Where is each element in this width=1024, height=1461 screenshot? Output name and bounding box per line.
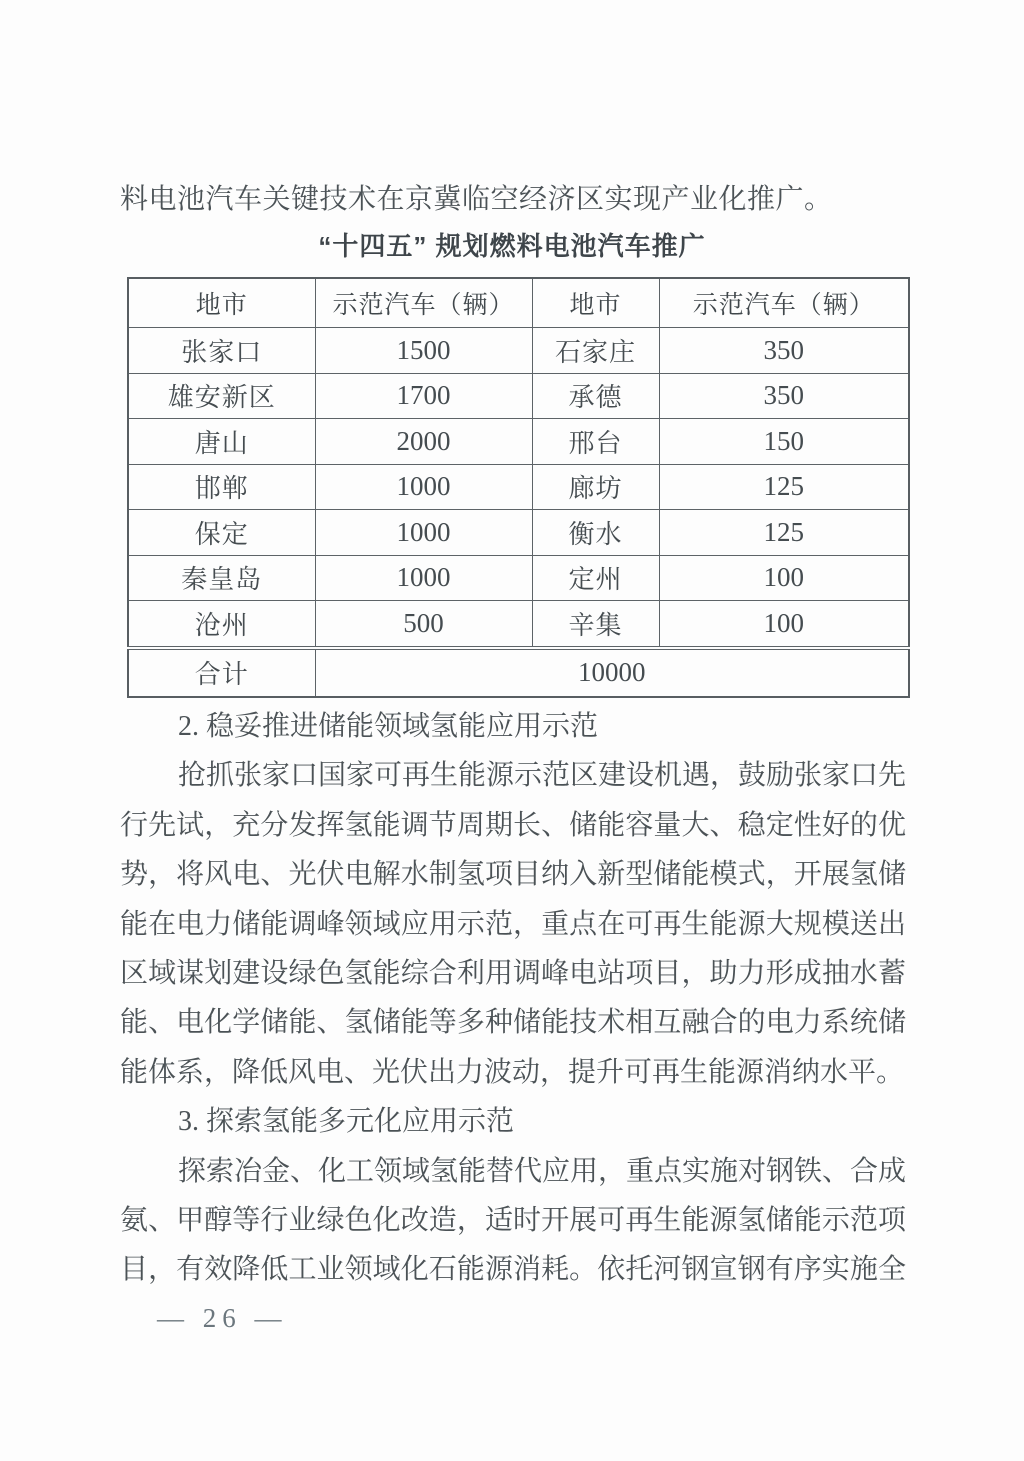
city-cell: 秦皇岛 <box>128 555 315 601</box>
table-row <box>128 464 909 510</box>
value-cell: 150 <box>659 419 909 465</box>
section-heading-2: 2. 稳妥推进储能领域氢能应用示范 <box>178 711 599 742</box>
value-cell: 100 <box>659 555 909 601</box>
col-header-vehicles-left: 示范汽车（辆） <box>315 278 532 328</box>
table-row <box>128 601 909 648</box>
paragraph-line: 势，将风电、光伏电解水制氢项目纳入新型储能模式，开展氢储 <box>120 859 906 891</box>
city-cell: 沧州 <box>128 601 315 648</box>
body-text-block <box>120 702 906 1295</box>
city-cell: 承德 <box>532 373 659 419</box>
paragraph-continuation-line: 料电池汽车关键技术在京冀临空经济区实现产业化推广。 <box>120 184 833 215</box>
value-cell: 350 <box>659 328 909 374</box>
table-header-row <box>128 278 909 328</box>
city-cell: 衡水 <box>532 510 659 556</box>
city-cell: 张家口 <box>128 328 315 374</box>
paragraph-line: 目，有效降低工业领域化石能源消耗。依托河钢宣钢有序实施全 <box>120 1254 906 1286</box>
paragraph-line: 抢抓张家口国家可再生能源示范区建设机遇，鼓励张家口先 <box>178 760 907 792</box>
total-value-cell: 10000 <box>315 648 909 697</box>
value-cell: 1700 <box>315 373 532 419</box>
paragraph-line: 探索冶金、化工领域氢能替代应用，重点实施对钢铁、合成 <box>178 1155 907 1187</box>
value-cell: 1000 <box>315 464 532 510</box>
city-cell: 邯郸 <box>128 464 315 510</box>
table-title: “十四五” 规划燃料电池汽车推广 <box>318 231 706 261</box>
table-row <box>128 328 909 374</box>
city-cell: 廊坊 <box>532 464 659 510</box>
paragraph-line: 行先试，充分发挥氢能调节周期长、储能容量大、稳定性好的优 <box>120 809 906 841</box>
fuel-cell-vehicle-table <box>127 277 910 698</box>
city-cell: 雄安新区 <box>128 373 315 419</box>
paragraph-line: 能、电化学储能、氢储能等多种储能技术相互融合的电力系统储 <box>120 1007 906 1039</box>
col-header-city-left: 地市 <box>128 278 315 328</box>
value-cell: 350 <box>659 373 909 419</box>
table-row <box>128 373 909 419</box>
value-cell: 2000 <box>315 419 532 465</box>
table-row <box>128 555 909 601</box>
paragraph-line: 能体系，降低风电、光伏出力波动，提升可再生能源消纳水平。 <box>120 1056 905 1088</box>
table-total-row <box>128 648 909 697</box>
value-cell: 1000 <box>315 555 532 601</box>
city-cell: 保定 <box>128 510 315 556</box>
table-row <box>128 510 909 556</box>
col-header-vehicles-right: 示范汽车（辆） <box>659 278 909 328</box>
value-cell: 125 <box>659 464 909 510</box>
total-label-cell: 合计 <box>128 648 315 697</box>
city-cell: 定州 <box>532 555 659 601</box>
paragraph-line: 区域谋划建设绿色氢能综合利用调峰电站项目，助力形成抽水蓄 <box>120 957 906 989</box>
page-number: — 26 — <box>157 1303 288 1333</box>
table-row <box>128 419 909 465</box>
value-cell: 1500 <box>315 328 532 374</box>
col-header-city-right: 地市 <box>532 278 659 328</box>
value-cell: 100 <box>659 601 909 648</box>
city-cell: 唐山 <box>128 419 315 465</box>
city-cell: 邢台 <box>532 419 659 465</box>
value-cell: 125 <box>659 510 909 556</box>
paragraph-line: 氨、甲醇等行业绿色化改造，适时开展可再生能源氢储能示范项 <box>120 1204 906 1236</box>
section-heading-3: 3. 探索氢能多元化应用示范 <box>178 1106 515 1138</box>
city-cell: 辛集 <box>532 601 659 648</box>
city-cell: 石家庄 <box>532 328 659 374</box>
value-cell: 500 <box>315 601 532 648</box>
value-cell: 1000 <box>315 510 532 556</box>
paragraph-line: 能在电力储能调峰领域应用示范，重点在可再生能源大规模送出 <box>120 908 906 940</box>
